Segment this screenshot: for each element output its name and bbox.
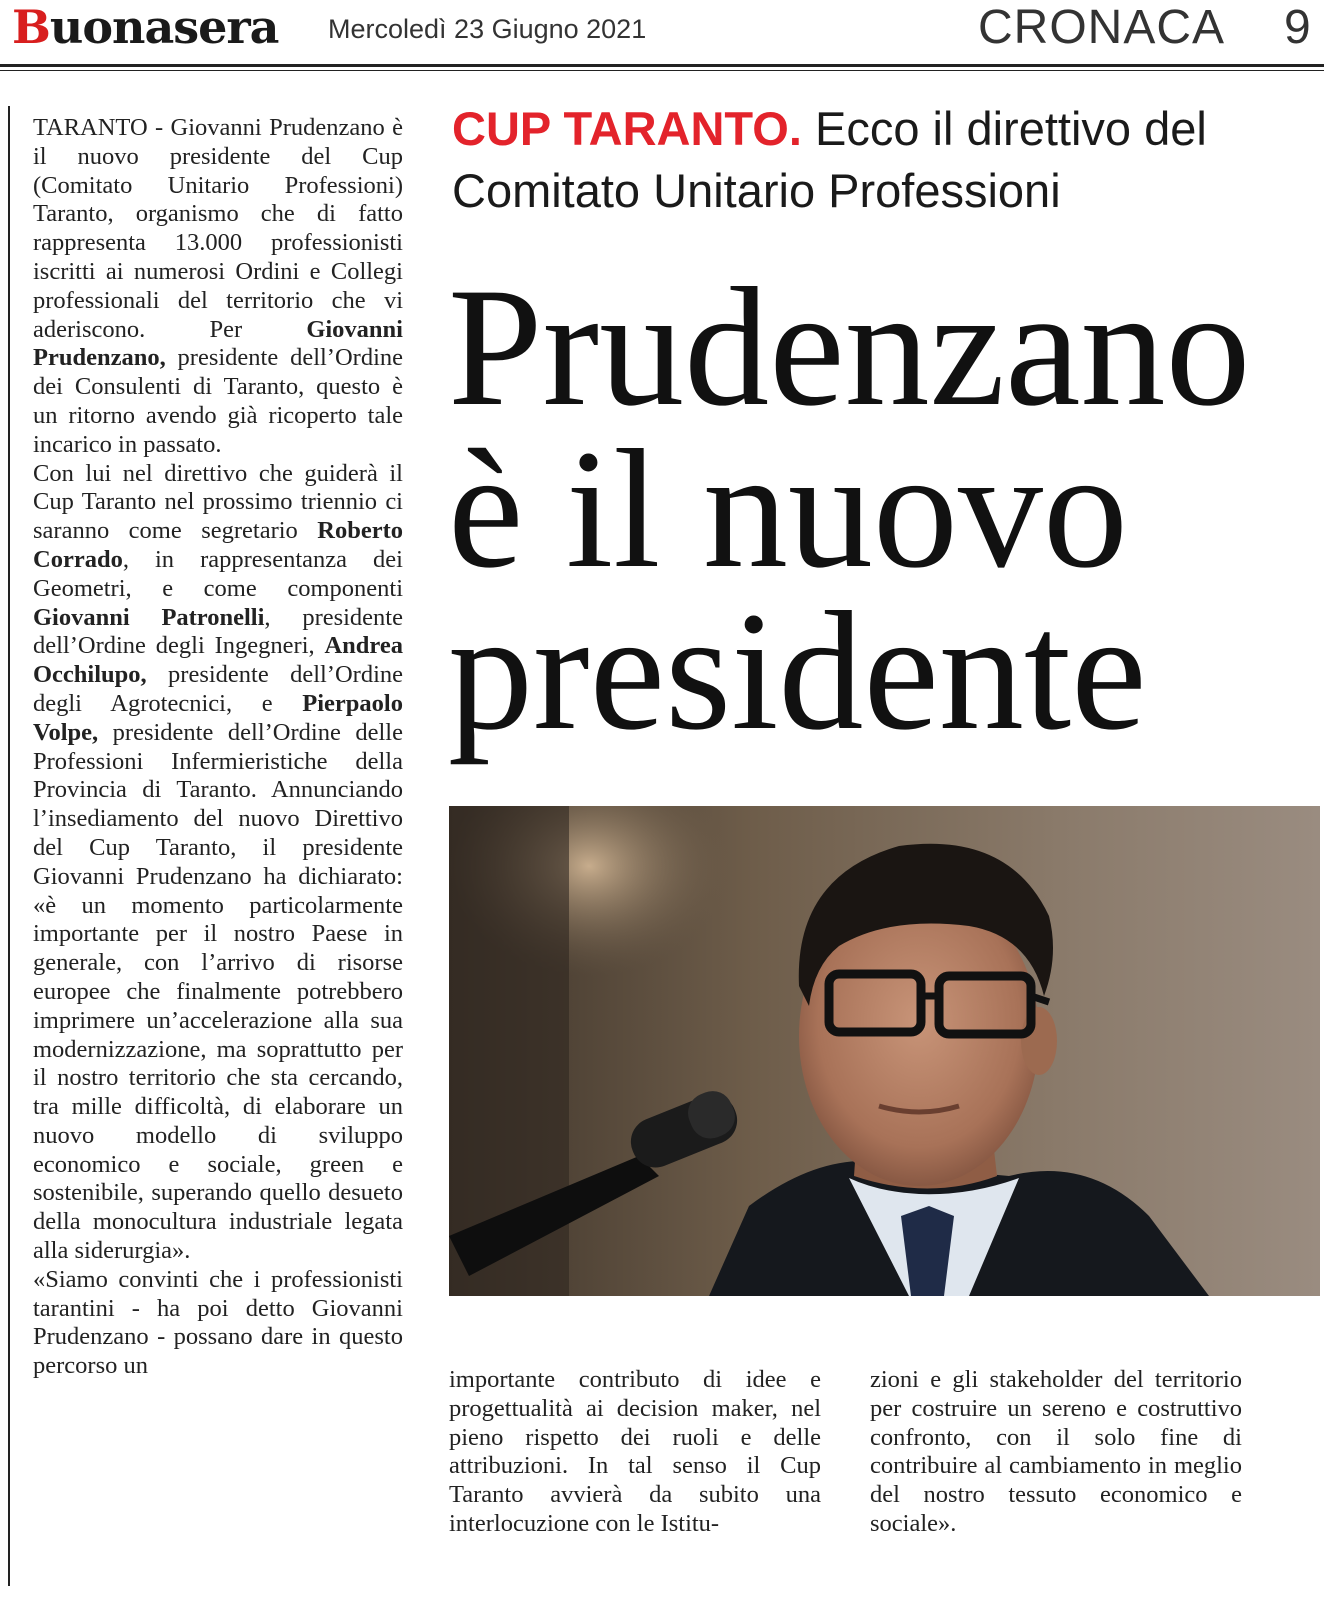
section-name: CRONACA: [978, 1, 1226, 54]
headline-line-1: Prudenzano: [448, 253, 1251, 441]
header-rule-thin: [0, 70, 1324, 71]
article-column-1: [33, 114, 403, 1381]
headline-line-2: è il nuovo: [448, 415, 1128, 603]
page-number: 9: [1284, 1, 1311, 54]
newspaper-logo: Buonasera: [12, 0, 279, 54]
issue-date: Mercoledì 23 Giugno 2021: [328, 14, 647, 44]
main-headline: [448, 253, 1308, 765]
column-divider: [8, 106, 10, 1586]
headline-line-3: presidente: [448, 577, 1147, 765]
article-column-3: zioni e gli stakeholder del territorio per costruire un sereno e costruttivo confronto, con il solo fine di contribuire al cambiamento in meglio del nostro tessuto economico e sociale».: [870, 1366, 1242, 1537]
article-column-2: importante contributo di idee e progettualità ai decision maker, nel pieno rispetto dei ruoli e delle attribuzioni. In tal senso il Cup Taranto avvierà da subito una interlocuzione con le Istitu-: [449, 1366, 821, 1537]
kicker-text: Ecco il direttivo del Comitato Unitario Professioni: [452, 102, 1207, 217]
paragraph-1: TARANTO - Giovanni Prudenzano è il nuovo presidente del Cup (Comitato Unitario Professioni) Taranto, organismo che di fatto rappresenta 13.000 professionisti iscritti ai numerosi Ordini e Collegi professionali del territorio che vi aderiscono. Per Giovanni Prudenzano, presidente dell’Ordine dei Consulenti di Taranto, questo è un ritorno avendo già ricoperto tale incarico in passato.: [33, 114, 403, 458]
portrait-photo: [449, 806, 1320, 1296]
paragraph-2: Con lui nel direttivo che guiderà il Cup Taranto nel prossimo triennio ci saranno come segretario Roberto Corrado, in rappresentanza dei Geometri, e come componenti Giovanni Patronelli, presidente dell’Ordine degli Ingegneri, Andrea Occhilupo, presidente dell’Ordine degli Agrotecnici, e Pierpaolo Volpe, presidente dell’Ordine delle Professioni Infermieristiche della Provincia di Taranto. Annunciando l’insediamento del nuovo Direttivo del Cup Taranto, il presidente Giovanni Prudenzano ha dichiarato: «è un momento particolarmente importante per il nostro Paese in generale, con l’arrivo di risorse europee che finalmente potrebbero imprimere un’accelerazione alla sua modernizzazione, ma soprattutto per il nostro territorio che sta cercando, tra mille difficoltà, di elaborare un nuovo modello di sviluppo economico e sociale, green e sostenibile, superando quello desueto della monocultura industriale legata alla siderurgia».: [33, 459, 403, 1265]
kicker-headline: [452, 98, 1312, 222]
header-rule: [0, 64, 1324, 67]
paragraph-3: «Siamo convinti che i professionisti tarantini - ha poi detto Giovanni Prudenzano - possano dare in questo percorso un: [33, 1265, 403, 1380]
kicker-tag: CUP TARANTO.: [452, 102, 802, 155]
